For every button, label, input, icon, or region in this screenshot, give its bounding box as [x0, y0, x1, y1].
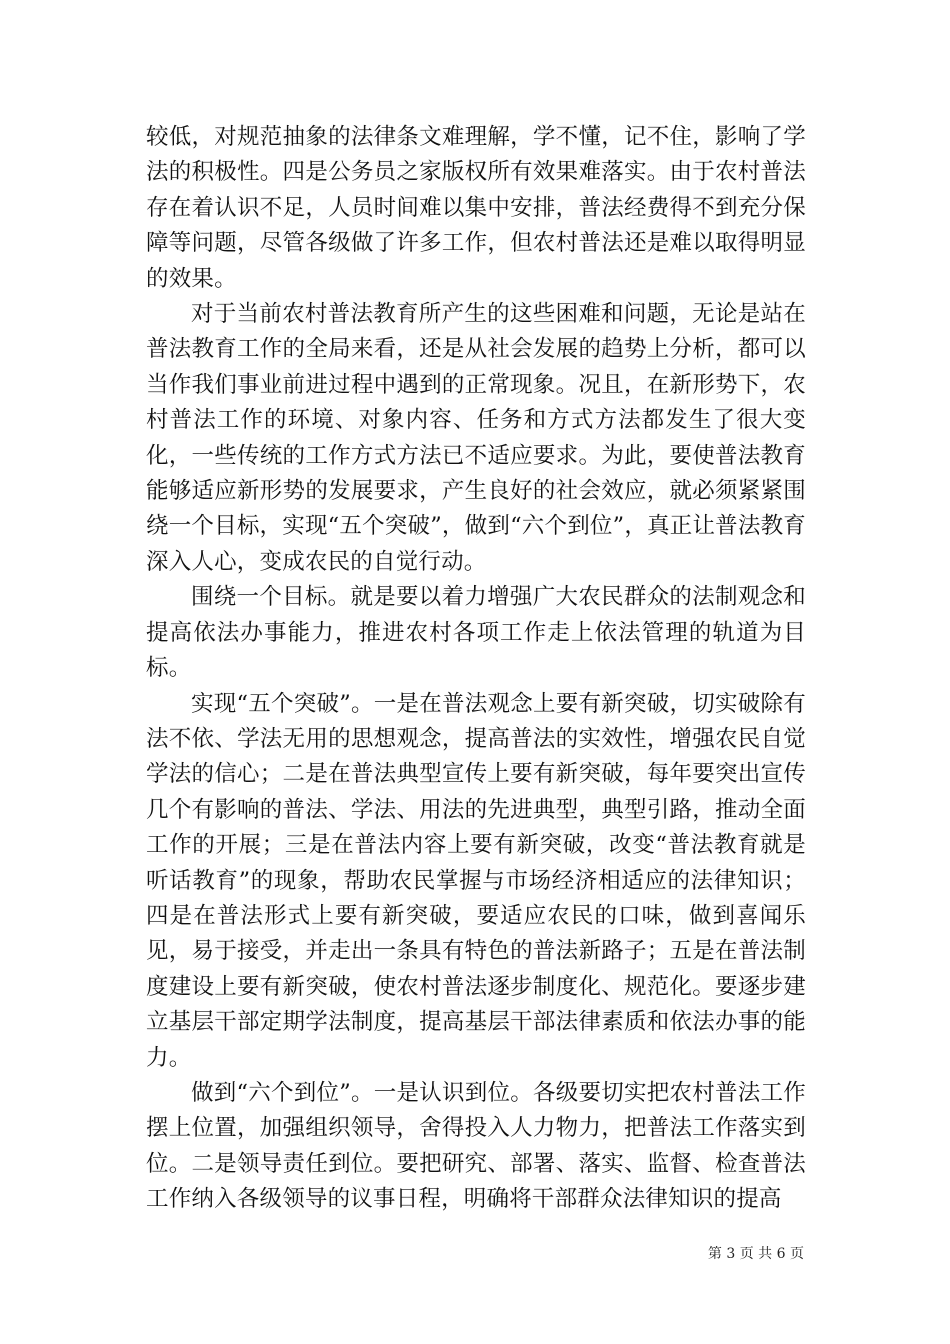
- paragraph-3: 围绕一个目标。就是要以着力增强广大农民群众的法制观念和提高依法办事能力，推进农村各项工作走上依法管理的轨道为目标。: [146, 584, 806, 682]
- document-body: [146, 120, 806, 1218]
- paragraph-4: 实现“五个突破”。一是在普法观念上要有新突破，切实破除有法不依、学法无用的思想观念，提高普法的实效性，增强农民自觉学法的信心；二是在普法典型宣传上要有新突破，每年要突出宣传几个有影响的普法、学法、用法的先进典型，典型引路，推动全面工作的开展；三是在普法内容上要有新突破，改变“普法教育就是听话教育”的现象，帮助农民掌握与市场经济相适应的法律知识；四是在普法形式上要有新突破，要适应农民的口味，做到喜闻乐见，易于接受，并走出一条具有特色的普法新路子；五是在普法制度建设上要有新突破，使农村普法逐步制度化、规范化。要逐步建立基层干部定期学法制度，提高基层干部法律素质和依法办事的能力。: [146, 690, 806, 1071]
- paragraph-5: 做到“六个到位”。一是认识到位。各级要切实把农村普法工作摆上位置，加强组织领导，舍得投入人力物力，把普法工作落实到位。二是领导责任到位。要把研究、部署、落实、监督、检查普法工作纳入各级领导的议事日程，明确将干部群众法律知识的提高: [146, 1079, 806, 1213]
- page-number-footer: 第 3 页 共 6 页: [707, 1246, 804, 1262]
- paragraph-2: 对于当前农村普法教育所产生的这些困难和问题，无论是站在普法教育工作的全局来看，还是从社会发展的趋势上分析，都可以当作我们事业前进过程中遇到的正常现象。况且，在新形势下，农村普法工作的环境、对象内容、任务和方式方法都发生了很大变化，一些传统的工作方式方法已不适应要求。为此，要使普法教育能够适应新形势的发展要求，产生良好的社会效应，就必须紧紧围绕一个目标，实现“五个突破”，做到“六个到位”，真正让普法教育深入人心，变成农民的自觉行动。: [146, 301, 806, 575]
- paragraph-1: 较低，对规范抽象的法律条文难理解，学不懂，记不住，影响了学法的积极性。四是公务员之家版权所有效果难落实。由于农村普法存在着认识不足，人员时间难以集中安排，普法经费得不到充分保障等问题，尽管各级做了许多工作，但农村普法还是难以取得明显的效果。: [146, 124, 806, 292]
